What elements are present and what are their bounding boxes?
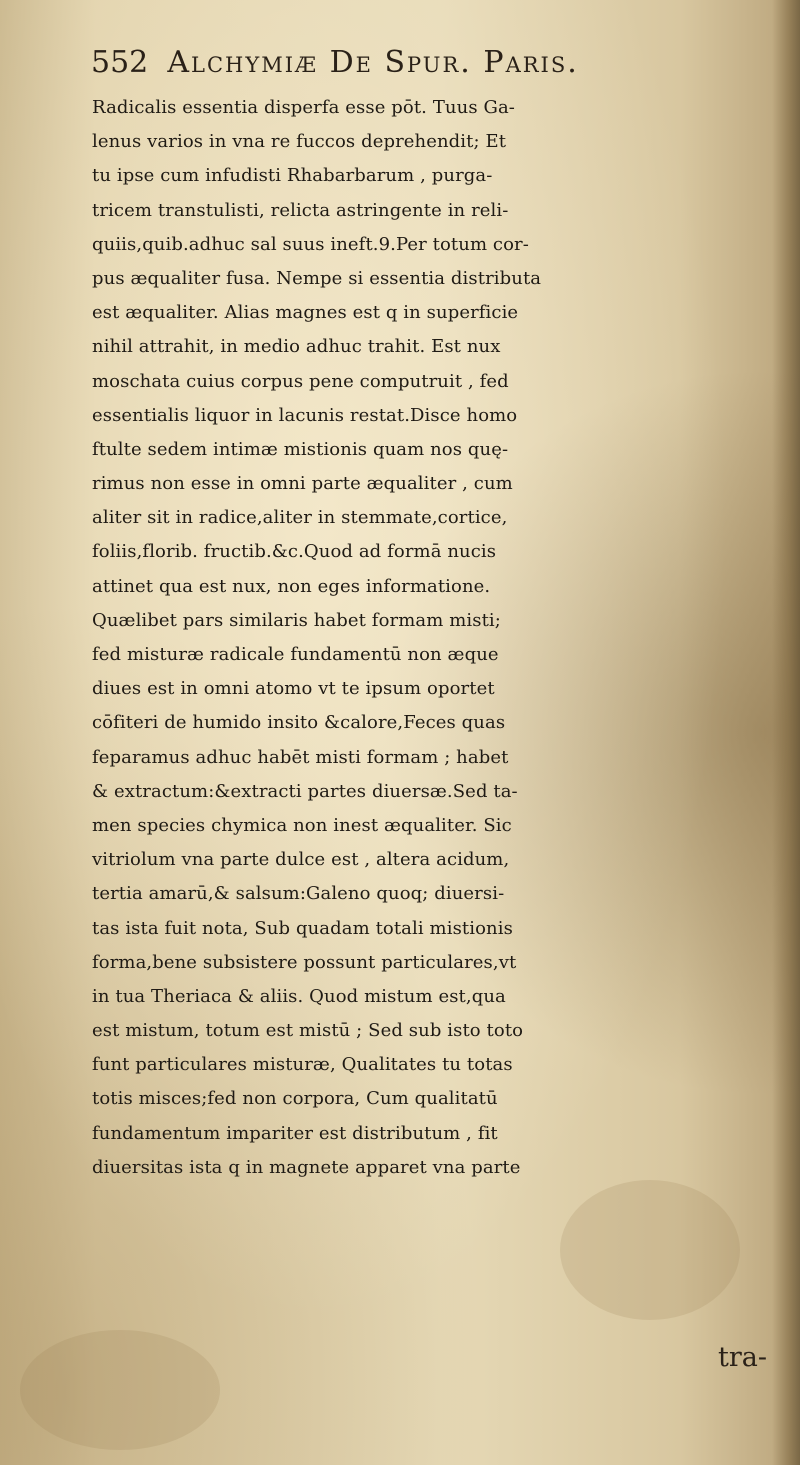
text-line: fed misturæ radicale fundamentū non æque [92,644,499,665]
text-line: attinet qua est nux, non eges informatione. [92,575,491,597]
text-line: essentialis liquor in lacunis restat.Disce homo [92,404,518,426]
paper-stain [560,1180,740,1320]
text-line: cōfiteri de humido insito &calore,Feces quas [92,712,506,734]
text-line: tertia amarū,& salsum:Galeno quoq; diuersi- [92,883,505,905]
text-line: tricem transtulisti, relicta astringente in reli- [92,199,509,221]
text-line: pus æqualiter fusa. Nempe si essentia distributa [92,267,542,289]
text-line: in tua Theriaca & aliis. Quod mistum est,qua [92,985,506,1007]
text-line: foliis,florib. fructib.&c.Quod ad formā nucis [92,541,497,563]
text-line: lenus varios in vna re fuccos deprehendit; Et [92,131,507,153]
text-line: est mistum, totum est mistū ; Sed sub isto toto [92,1020,524,1042]
text-line: Radicalis essentia disperfa esse pōt. Tuus Ga- [92,97,515,118]
text-line: aliter sit in radice,aliter in stemmate,cortice, [92,507,508,529]
text-line: & extractum:&extracti partes diuersæ.Sed ta- [92,780,518,802]
running-title: Alchymiæ De Spur. Paris. [167,45,579,80]
running-head [91,45,791,91]
paper-stain [20,1330,220,1450]
text-line: tas ista fuit nota, Sub quadam totali mistionis [92,917,513,939]
text-line: Quælibet pars similaris habet formam misti; [92,609,501,631]
text-line: nihil attrahit, in medio adhuc trahit. Est nux [92,336,501,358]
text-line: fundamentum impariter est distributum , fit [92,1122,498,1144]
body-text [92,91,800,1185]
text-line: moschata cuius corpus pene computruit , fed [92,370,509,392]
text-line: tu ipse cum infudisti Rhabarbarum , purga- [92,165,493,187]
text-line: ftulte sedem intimæ mistionis quam nos quę- [92,438,509,460]
text-line: rimus non esse in omni parte æqualiter , cum [92,473,513,495]
text-line: men species chymica non inest æqualiter. Sic [92,814,512,836]
text-line: forma,bene subsistere possunt particulares,vt [92,951,517,973]
catchword: tra- [718,1342,767,1373]
text-line: totis misces;fed non corpora, Cum qualitatū [92,1088,498,1110]
text-line: quiis,quib.adhuc sal suus ineft.9.Per totum cor- [92,233,529,255]
text-line: est æqualiter. Alias magnes est q in superficie [92,302,519,324]
text-line: diuersitas ista q in magnete apparet vna parte [92,1156,521,1178]
text-line: diues est in omni atomo vt te ipsum oportet [92,678,495,700]
page-number: 552 [91,45,149,80]
text-line: feparamus adhuc habēt misti formam ; habet [92,746,509,768]
text-line: funt particulares misturæ, Qualitates tu totas [92,1054,513,1076]
text-line: vitriolum vna parte dulce est , altera acidum, [92,849,510,871]
